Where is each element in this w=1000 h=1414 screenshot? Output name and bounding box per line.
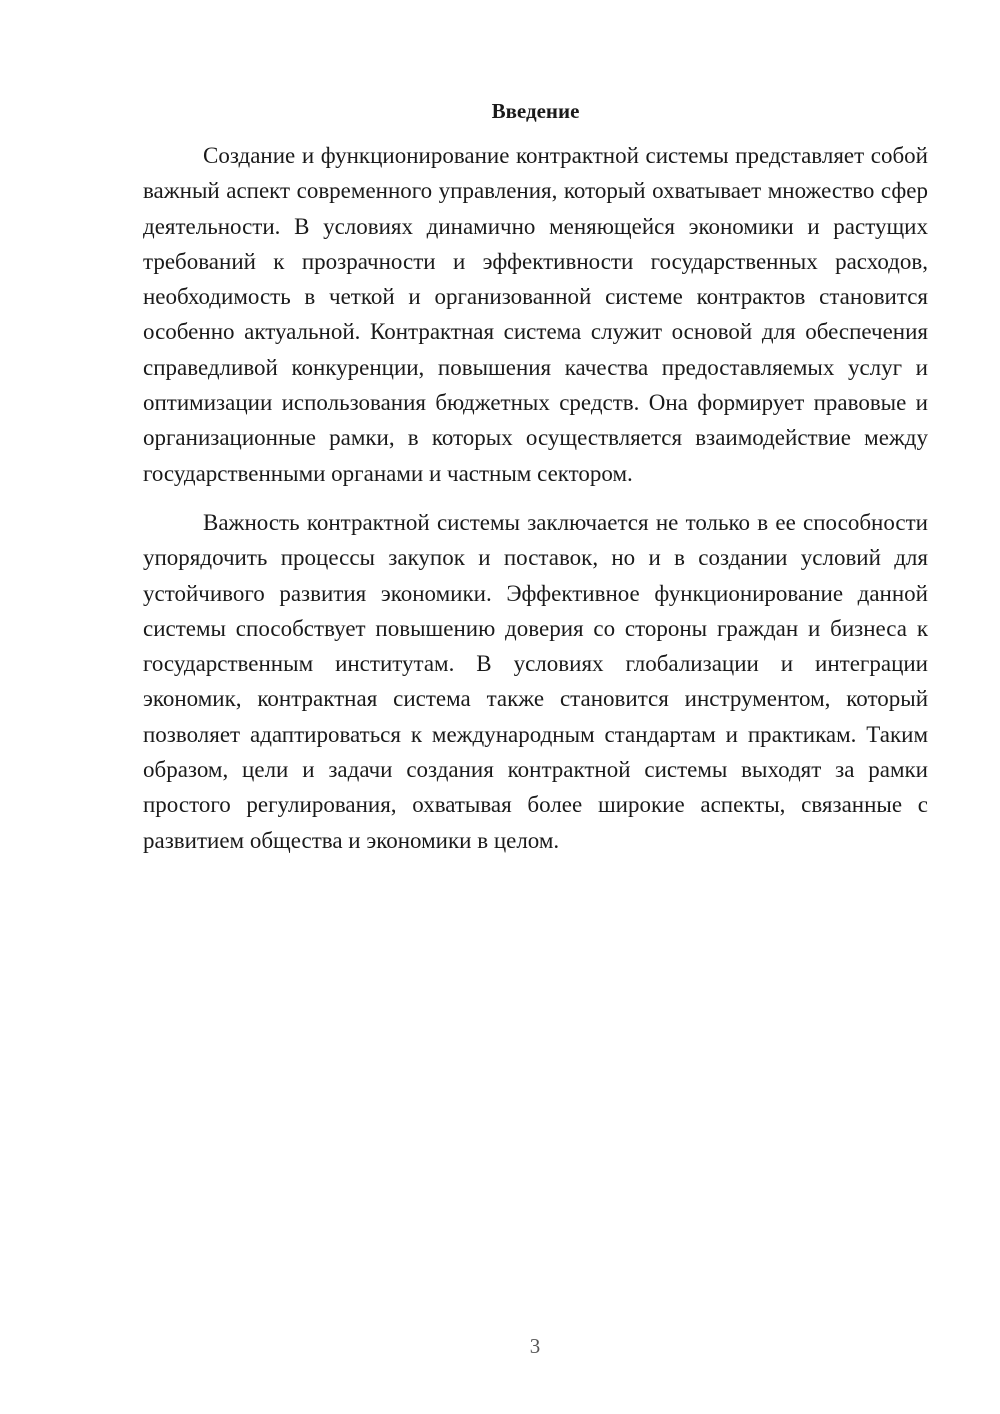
paragraph-2: Важность контрактной системы заключается не только в ее способности упорядочить процессы закупок и поставок, но и в создании условий для устойчивого развития экономики. Эффективное функционирование данной системы способствует повышению доверия со стороны граждан и бизнеса к государственным институтам. В условиях глобализации и интеграции экономик, контрактная система также становится инструментом, который позволяет адаптироваться к международным стандартам и практикам. Таким образом, цели и задачи создания контрактной системы выходят за рамки простого регулирования, охватывая более широкие аспекты, связанные с развитием общества и экономики в целом. <box>143 509 928 853</box>
page-content <box>143 96 928 858</box>
paragraph-1: Создание и функционирование контрактной системы представляет собой важный аспект современного управления, который охватывает множество сфер деятельности. В условиях динамично меняющейся экономики и растущих требований к прозрачности и эффективности государственных расходов, необходимость в четкой и организованной системе контрактов становится особенно актуальной. Контрактная система служит основой для обеспечения справедливой конкуренции, повышения качества предоставляемых услуг и оптимизации использования бюджетных средств. Она формирует правовые и организационные рамки, в которых осуществляется взаимодействие между государственными органами и частным сектором. <box>143 143 928 486</box>
section-heading: Введение <box>491 99 580 123</box>
page-number: 3 <box>529 1334 541 1358</box>
